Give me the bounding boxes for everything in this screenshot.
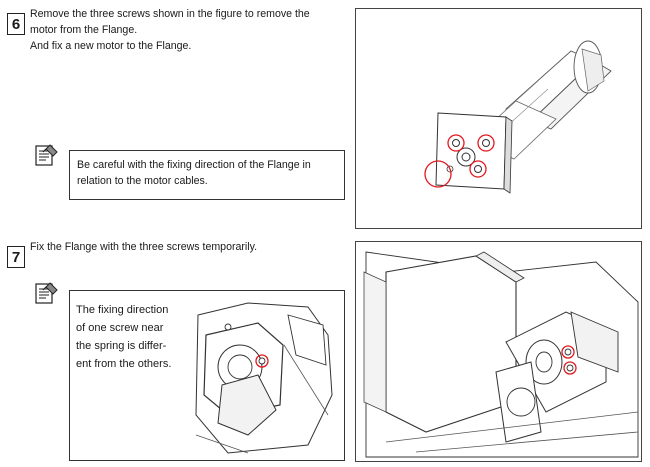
step-7-note-line-3: the spring is differ- [76, 340, 167, 352]
step-6-line-2: motor from the Flange. [30, 24, 138, 36]
memo-note-icon [34, 281, 60, 307]
step-7-number: 7 [7, 246, 25, 268]
step-7-note-text [76, 301, 190, 373]
step-7-note-line-2: of one screw near [76, 322, 164, 334]
step-7-figure [355, 241, 642, 462]
step-7-note-line-1: The fixing direction [76, 304, 169, 316]
flange-assembly-illustration [356, 242, 642, 462]
step-6-note-text [77, 157, 343, 189]
step-7-note-box [69, 290, 345, 461]
spring-screw-inset-figure [188, 295, 342, 457]
step-6-figure [355, 8, 642, 229]
step-6-number: 6 [7, 13, 25, 35]
step-7-note-line-4: ent from the others. [76, 358, 172, 370]
memo-note-icon [34, 143, 60, 169]
step-6-note-line-2: relation to the motor cables. [77, 175, 208, 187]
step-6-note-box [69, 150, 345, 200]
step-6-line-3: And fix a new motor to the Flange. [30, 40, 192, 52]
step-6-note-line-1: Be careful with the fixing direction of the Flange in [77, 159, 311, 171]
step-7-instructions [30, 239, 350, 255]
step-7-line-1: Fix the Flange with the three screws temporarily. [30, 241, 258, 253]
motor-flange-illustration [356, 9, 642, 229]
step-6-instructions [30, 6, 350, 54]
step-6-line-1: Remove the three screws shown in the figure to remove the [30, 8, 310, 20]
